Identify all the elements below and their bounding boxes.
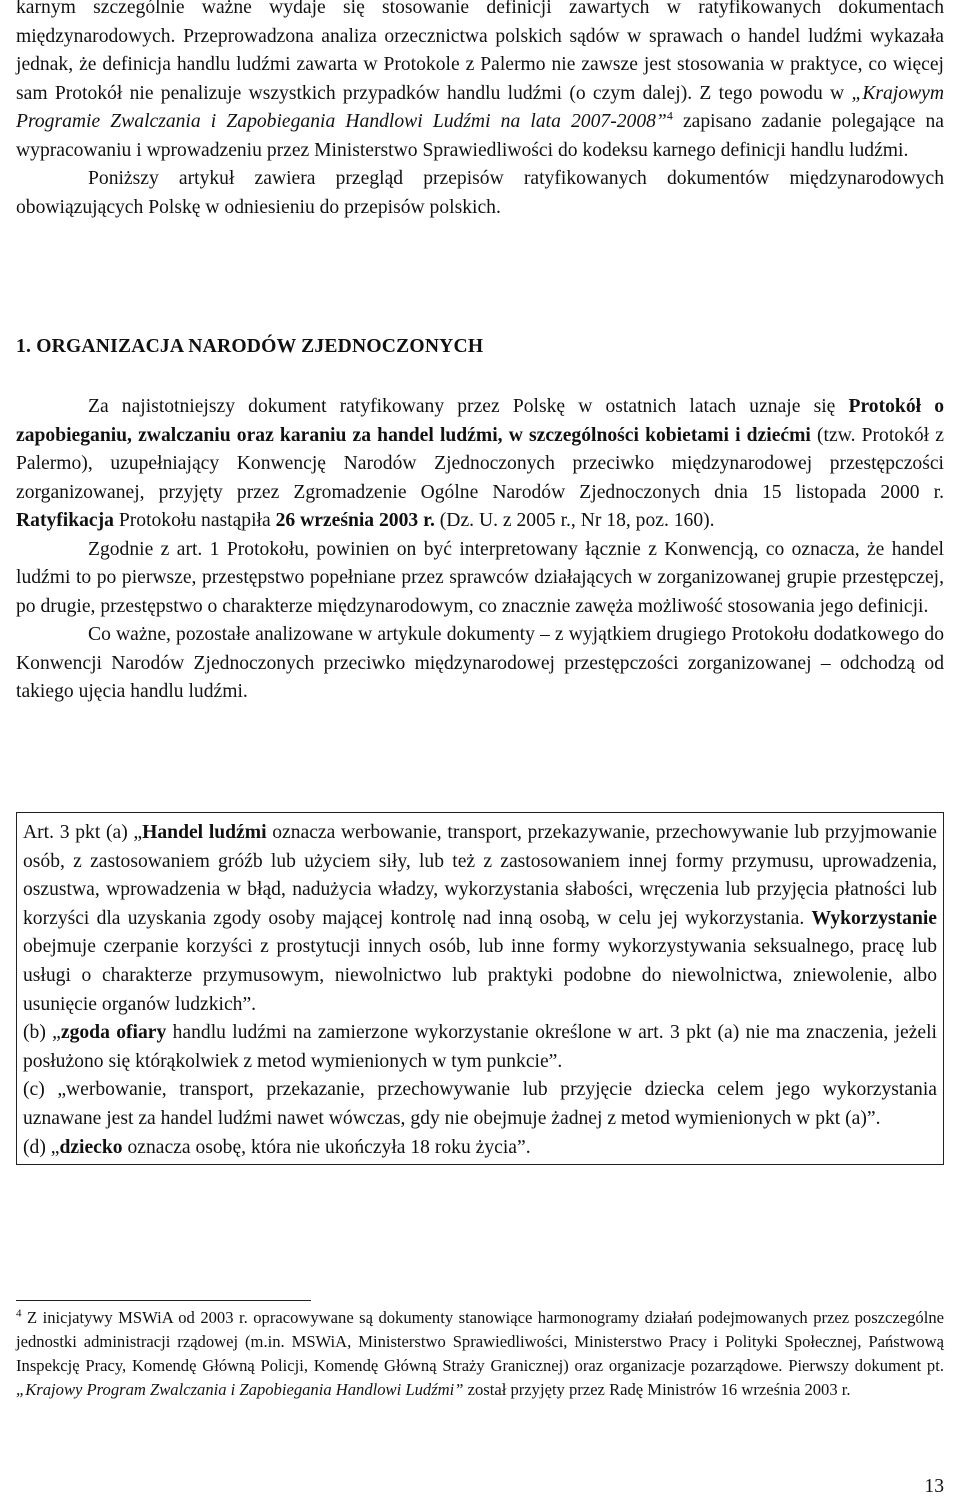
intro-paragraph-2: Poniższy artykuł zawiera przegląd przepisów ratyfikowanych dokumentów międzynarodowych obowiązujących Polskę w odniesieniu do przepisów polskich. bbox=[16, 168, 944, 218]
footnote-text-a: Z inicjatywy MSWiA od 2003 r. opracowywane są dokumenty stanowiące harmonogramy działań podejmowanych przez poszczególne jednostki administracji rządowej (m.in. MSWiA, Ministerstwo Sprawiedliwości, Ministerstwo Pracy i Polityki Społecznej, Państwową Inspekcję Pracy, Komendę Główną Policji, Komendę Główną Straży Granicznej) oraz organizacje pozarządowe. Pierwszy dokument pt. bbox=[16, 1308, 944, 1375]
box-a-prefix: Art. 3 pkt (a) „ bbox=[23, 822, 143, 843]
box-d-prefix: (d) „ bbox=[23, 1136, 60, 1158]
intro-text-a: karnym szczególnie ważne wydaje się stosowanie definicji zawartych w ratyfikowanych dokumentach międzynarodowych. Przeprowadzona analiza orzecznictwa polskich sądów w sprawach o handel ludźmi wykazała jednak, że definicja handlu ludźmi zawarta w Protokole z Palermo nie zawsze jest stosowania w praktyce, co więcej sam Protokół nie penalizuje wszystkich przypadków handlu ludźmi (o czym dalej). Z tego powodu w bbox=[16, 0, 944, 104]
article-3-box bbox=[16, 812, 944, 1165]
box-item-b bbox=[23, 1019, 937, 1076]
section-paragraph-1 bbox=[16, 393, 944, 536]
box-b-term: zgoda ofiary bbox=[60, 1022, 167, 1044]
footnote-text-b: został przyjęty przez Radę Ministrów 16 września 2003 r. bbox=[463, 1380, 851, 1399]
protocol-title-bold: Protokół o zapobieganiu, zwalczaniu oraz karaniu za handel ludźmi, w szczególności kobietami i dziećmi bbox=[16, 396, 945, 446]
footnote bbox=[16, 1306, 944, 1402]
box-d-text: oznacza osobę, która nie ukończyła 18 roku życia”. bbox=[122, 1136, 531, 1158]
ratification-bold: Ratyfikacja bbox=[16, 510, 114, 531]
page-number: 13 bbox=[924, 1476, 944, 1497]
section-text-d: (Dz. U. z 2005 r., Nr 18, poz. 160). bbox=[434, 510, 715, 531]
intro-section bbox=[16, 0, 944, 222]
box-item-a bbox=[23, 819, 937, 1019]
footnote-number: 4 bbox=[16, 1307, 22, 1320]
footnote-reference[interactable]: 4 bbox=[666, 108, 673, 123]
box-b-text: handlu ludźmi na zamierzone wykorzystanie określone w art. 3 pkt (a) nie ma znaczenia, jeżeli posłużono się którąkolwiek z metod wymienionych w tym punkcie”. bbox=[23, 1022, 937, 1072]
section-paragraph-3: Co ważne, pozostałe analizowane w artykule dokumenty – z wyjątkiem drugiego Protokołu dodatkowego do Konwencji Narodów Zjednoczonych przeciwko międzynarodowej przestępczości zorganizowanej – odchodzą od takiego ujęcia handlu ludźmi. bbox=[16, 624, 944, 702]
intro-paragraph bbox=[16, 0, 944, 165]
box-item-c: (c) „werbowanie, transport, przekazanie, przechowywanie lub przyjęcie dziecka celem jego wykorzystania uznawane jest za handel ludźmi nawet wówczas, gdy nie obejmuje żadnej z metod wymienionych w pkt (a)”. bbox=[23, 1079, 937, 1129]
box-b-prefix: (b) „ bbox=[23, 1022, 61, 1044]
section-heading: 1. ORGANIZACJA NARODÓW ZJEDNOCZONYCH bbox=[16, 336, 484, 357]
box-a-text-2: obejmuje czerpanie korzyści z prostytucji innych osób, lub inne formy wykorzystywania seksualnego, pracę lub usługi o charakterze przymusowym, niewolnictwo lub praktyki podobne do niewolnictwa, zniewolenie, albo usunięcie organów ludzkich”. bbox=[23, 936, 937, 1015]
program-title-italic: „Krajowym Programie Zwalczania i Zapobiegania Handlowi Ludźmi na lata 2007-2008” bbox=[16, 82, 944, 132]
footnote-separator bbox=[16, 1300, 311, 1301]
box-a-term: Handel ludźmi bbox=[142, 822, 267, 843]
section-text-b: (tzw. Protokół z Palermo), uzupełniający Konwencję Narodów Zjednoczonych przeciwko międzynarodowej przestępczości zorganizowanej, przyjęty przez Zgromadzenie Ogólne Narodów Zjednoczonych dnia 15 listopada 2000 r. bbox=[16, 424, 944, 503]
section-text-c: Protokołu nastąpiła bbox=[113, 510, 276, 531]
footnote-title-italic: „Krajowy Program Zwalczania i Zapobiegania Handlowi Ludźmi” bbox=[16, 1380, 464, 1399]
ratification-date-bold: 26 września 2003 r. bbox=[275, 510, 435, 531]
un-section bbox=[16, 393, 944, 707]
box-item-d bbox=[23, 1134, 937, 1163]
intro-text-b: zapisano zadanie polegające na wypracowaniu i wprowadzeniu przez Ministerstwo Sprawiedliwości do kodeksu karnego definicji handlu ludźmi. bbox=[16, 111, 944, 161]
box-a-term-2: Wykorzystanie bbox=[811, 907, 937, 929]
section-paragraph-2: Zgodnie z art. 1 Protokołu, powinien on być interpretowany łącznie z Konwencją, co oznacza, że handel ludźmi to po pierwsze, przestępstwo popełniane przez sprawców działających w zorganizowanej grupie przestępczej, po drugie, przestępstwo o charakterze międzynarodowym, co znacznie zawęża możliwość stosowania jego definicji. bbox=[16, 538, 944, 617]
box-d-term: dziecko bbox=[59, 1136, 123, 1158]
section-text-a: Za najistotniejszy dokument ratyfikowany przez Polskę w ostatnich latach uznaje się bbox=[88, 396, 849, 417]
box-a-text: oznacza werbowanie, transport, przekazywanie, przechowywanie lub przyjmowanie osób, z zastosowaniem gróźb lub użyciem siły, lub też z zastosowaniem innej formy przymusu, uprowadzenia, oszustwa, wprowadzenia w błąd, nadużycia władzy, wykorzystania słabości, wręczenia lub przyjęcia płatności lub korzyści dla uzyskania zgody osoby mającej kontrolę nad inną osobą, w celu jej wykorzystania. bbox=[23, 822, 938, 929]
